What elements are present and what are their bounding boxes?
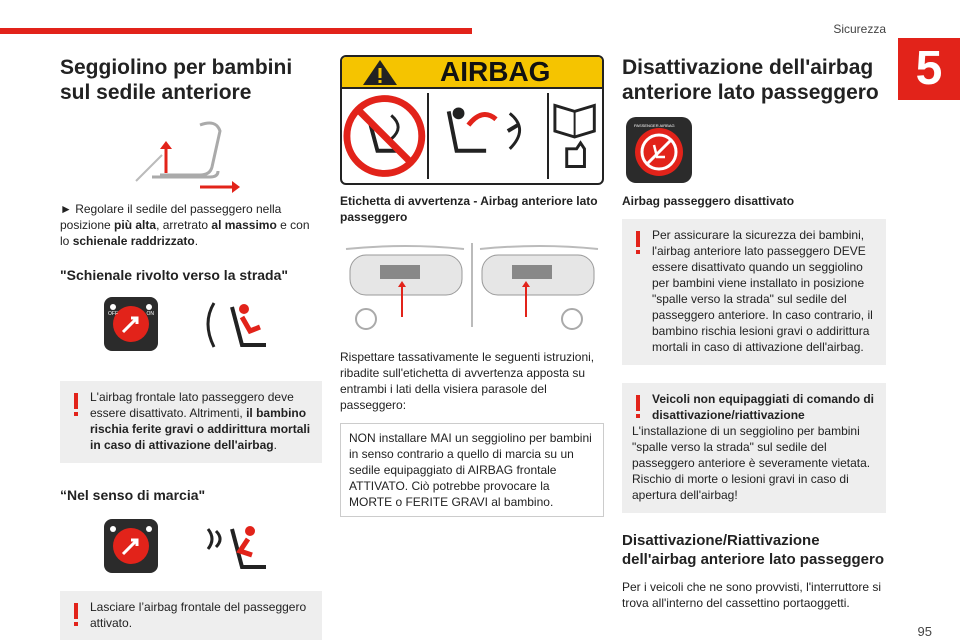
column-middle <box>340 55 604 517</box>
airbag-label-header <box>342 57 602 89</box>
airbag-on-switch-badge <box>104 519 158 573</box>
adjust-text-3: e con lo <box>60 218 310 248</box>
warn1-end: . <box>273 438 277 452</box>
passenger-airbag-indicator <box>626 117 692 183</box>
no-switch-warning-text: L'installazione di un seggiolino per bambini "spalle verso la strada" sul sedile del passeggero anteriore è severamente vietata. Rischio di morte o lesioni gravi in caso di apertura dell'airbag! <box>632 424 871 502</box>
page-title: Seggiolino per bambini sul sedile anteriore <box>60 56 293 104</box>
never-install-note: NON installare MAI un seggiolino per bambini in senso contrario a quello di marcia su un sedile equipaggiato di AIRBAG frontale ATTIVATO. Ciò potrebbe provocare la MORTE o FERITE GRAVI al bambino. <box>340 423 604 517</box>
seat-adjust-icon <box>130 121 250 193</box>
warning-exclamation-icon <box>632 231 644 255</box>
badge-on-label: ON <box>146 311 154 317</box>
forward-warning-box <box>60 591 322 640</box>
switch-location-text: Per i veicoli che ne sono provvisti, l'interruttore si trova all'interno del cassettino portaoggetti. <box>622 580 882 610</box>
rearward-warning-box <box>60 381 322 463</box>
forward-warning-text: Lasciare l’airbag frontale del passeggero attivato. <box>90 600 307 630</box>
warning-exclamation-icon <box>70 393 82 417</box>
airbag-deploy-seat-icon <box>429 91 547 181</box>
airbag-switch-on-icon <box>104 519 158 573</box>
rearward-heading: "Schienale rivolto verso la strada" <box>60 267 289 283</box>
warning-exclamation-icon <box>632 395 644 419</box>
sun-visor-icon <box>340 239 604 331</box>
no-switch-warning-box <box>622 383 886 513</box>
seat-adjust-instruction <box>60 201 322 249</box>
airbag-off-switch-badge <box>104 297 158 351</box>
no-rear-child-seat-icon <box>342 91 427 181</box>
rearward-warning-text <box>70 389 312 453</box>
section-title: Sicurezza <box>833 22 886 36</box>
adjust-text-1: ► Regolare il sedile del passeggero nella posizione <box>60 202 282 232</box>
column-left <box>60 55 322 640</box>
seat-adjust-illustration <box>130 121 250 193</box>
adjust-text-2: , arretrato <box>156 218 212 232</box>
rearward-icons <box>104 297 322 355</box>
airbag-label-caption: Etichetta di avvertenza - Airbag anteriore lato passeggero <box>340 194 598 224</box>
adjust-bold-2: al massimo <box>211 218 277 232</box>
warning-triangle-icon <box>360 57 400 87</box>
badge-off-label: OFF <box>108 311 118 317</box>
adjust-bold-3: schienale raddrizzato <box>72 234 195 248</box>
forward-heading: “Nel senso di marcia" <box>60 487 206 503</box>
airbag-label-title: AIRBAG <box>440 56 551 87</box>
deactivation-warning-text: Per assicurare la sicurezza dei bambini, l'airbag anteriore lato passeggero DEVE essere disattivato quando un seggiolino per bambini viene installato in posizione "spalle verso la strada" sul sedile del passeggero anteriore. In caso contrario, il bambino rischia lesioni gravi o addirittura mortali in caso di attivazione dell'airbag. <box>652 228 873 354</box>
sun-visor-illustration <box>340 239 604 331</box>
visor-instructions: Rispettare tassativamente le seguenti istruzioni, ribadite sull'etichetta di avvertenza apposta su entrambi i lati della visiera parasole del passeggero: <box>340 350 595 412</box>
airbag-warning-label <box>340 55 604 185</box>
warning-exclamation-icon <box>70 603 82 627</box>
column-right <box>622 55 886 611</box>
adjust-text-4: . <box>194 234 199 248</box>
no-switch-warning-title: Veicoli non equipaggiati di comando di disattivazione/riattivazione <box>652 392 875 422</box>
header-red-bar <box>0 28 472 34</box>
deactivation-subheading: Disattivazione/Riattivazione dell'airbag anteriore lato passeggero <box>622 532 884 568</box>
chapter-number: 5 <box>898 38 960 100</box>
warn1-text: L'airbag frontale lato passeggero deve essere disattivato. Altrimenti, <box>90 390 294 420</box>
warn1-bold: il bambino rischia ferite gravi o addirittura mortali in caso di attivazione dell'airbag <box>90 406 311 452</box>
airbag-label-pictograms <box>342 89 602 183</box>
forward-facing-seat-icon <box>202 519 272 577</box>
adjust-bold-1: più alta <box>114 218 157 232</box>
deactivation-warning-box <box>622 219 886 365</box>
forward-icons <box>104 519 322 577</box>
page-number: 95 <box>917 624 932 639</box>
indicator-text: PASSENGER AIRBAG <box>634 123 675 128</box>
read-manual-icon <box>549 91 602 181</box>
airbag-switch-icon <box>104 297 158 351</box>
deactivation-title: Disattivazione dell'airbag anteriore lato passeggero <box>622 56 879 104</box>
rear-facing-seat-icon <box>202 297 272 355</box>
indicator-caption: Airbag passeggero disattivato <box>622 194 795 208</box>
